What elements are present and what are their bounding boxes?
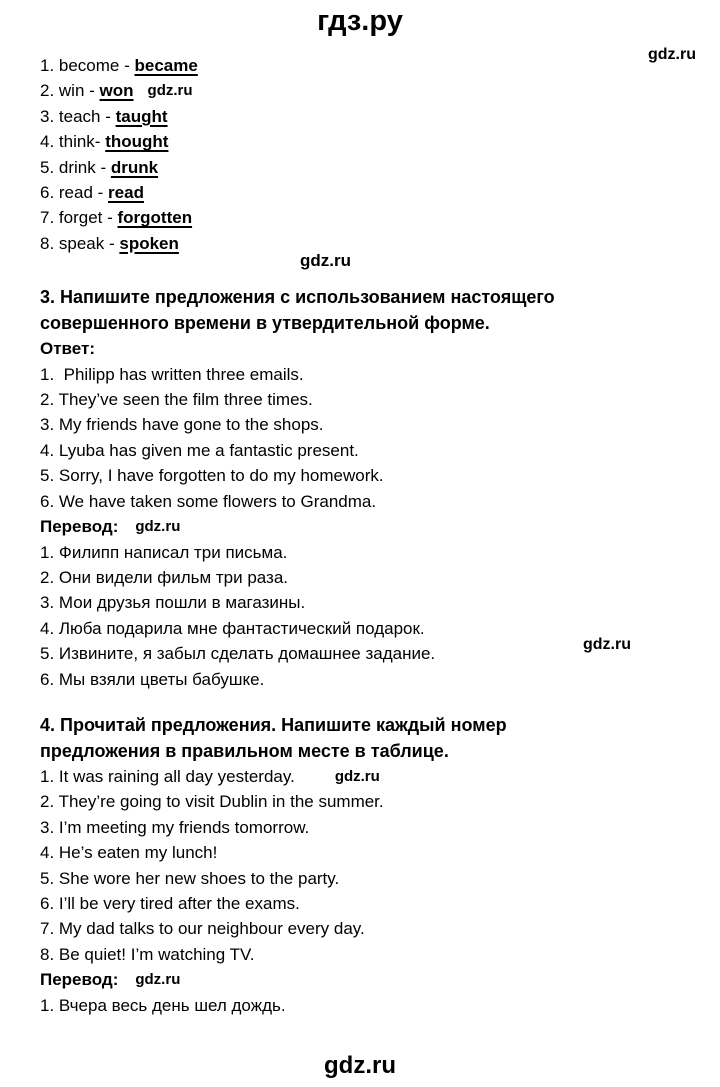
- exercise-4-english-sentences: [40, 764, 680, 967]
- gdz-watermark-inline: gdz.ru: [135, 518, 181, 536]
- verb-base: 3. teach -: [40, 106, 116, 126]
- verb-past-form: forgotten: [117, 208, 193, 228]
- sentence-en: 1. Philipp has written three emails.: [40, 364, 304, 384]
- sentence-en: 8. Be quiet! I’m watching TV.: [40, 944, 255, 964]
- gdz-watermark-right: gdz.ru: [583, 636, 631, 653]
- exercise-4-russian-sentences: [40, 993, 680, 1018]
- gdz-watermark-top-right: gdz.ru: [648, 46, 696, 63]
- gdz-watermark-footer: gdz.ru: [324, 1052, 396, 1079]
- site-title: гдз.ру: [317, 5, 403, 37]
- sentence-en: 6. We have taken some flowers to Grandma.: [40, 491, 377, 511]
- verb-base: 8. speak -: [40, 233, 120, 253]
- exercise-3-heading: [40, 284, 680, 336]
- verb-row: [40, 231, 680, 256]
- gdz-watermark-inline: gdz.ru: [147, 82, 193, 100]
- translation-label-row: [40, 514, 680, 539]
- translation-label-row: [40, 967, 680, 992]
- verb-base: 4. think-: [40, 132, 106, 152]
- sentence-ru: 4. Люба подарила мне фантастический подарок.: [40, 618, 425, 638]
- sentence-ru: 2. Они видели фильм три раза.: [40, 567, 289, 587]
- verb-base: 6. read -: [40, 183, 109, 203]
- sentence-ru: 1. Вчера весь день шел дождь.: [40, 995, 286, 1015]
- document-page: [0, 4, 720, 1087]
- verb-past-form: read: [108, 183, 144, 203]
- verb-row: [40, 155, 680, 180]
- verb-row: [40, 180, 680, 205]
- verb-past-form: thought: [105, 132, 169, 152]
- verb-base: 1. become -: [40, 56, 135, 75]
- sentence-en: 7. My dad talks to our neighbour every day.: [40, 919, 365, 939]
- sentence-en: [40, 764, 680, 789]
- verb-past-form: drunk: [110, 157, 159, 177]
- sentence-ru: 3. Мои друзья пошли в магазины.: [40, 593, 306, 613]
- exercise-4-heading: [40, 712, 680, 764]
- heading-line: совершенного времени в утвердительной форме.: [40, 313, 490, 334]
- exercise-3-english-sentences: [40, 362, 680, 514]
- verb-past-form: became: [134, 56, 198, 75]
- sentence-en: 3. My friends have gone to the shops.: [40, 415, 324, 435]
- sentence-en: 3. I’m meeting my friends tomorrow.: [40, 817, 310, 837]
- sentence-en: 4. He’s eaten my lunch!: [40, 843, 218, 863]
- verb-row: [40, 53, 680, 78]
- gdz-watermark-inline: gdz.ru: [135, 971, 181, 989]
- exercise-3: [40, 284, 680, 692]
- translation-label: Перевод:: [40, 517, 119, 537]
- heading-line: 3. Напишите предложения с использованием настоящего: [40, 287, 555, 308]
- sentence-text: 1. It was raining all day yesterday.: [40, 766, 295, 786]
- sentence-ru: 6. Мы взяли цветы бабушке.: [40, 669, 265, 689]
- sentence-en: 5. She wore her new shoes to the party.: [40, 868, 340, 888]
- verb-row: [40, 78, 680, 103]
- gdz-watermark-center: gdz.ru: [300, 251, 351, 270]
- sentence-en: 4. Lyuba has given me a fantastic present.: [40, 440, 359, 460]
- sentence-ru: 5. Извините, я забыл сделать домашнее задание.: [40, 644, 436, 664]
- exercise-4: [40, 712, 680, 1018]
- sentence-ru: 1. Филипп написал три письма.: [40, 542, 288, 562]
- sentence-en: 2. They’ve seen the film three times.: [40, 390, 313, 410]
- sentence-en: 2. They’re going to visit Dublin in the summer.: [40, 792, 384, 812]
- verb-base: 7. forget -: [40, 208, 118, 228]
- heading-line: 4. Прочитай предложения. Напишите каждый номер: [40, 714, 507, 735]
- sentence-en: 5. Sorry, I have forgotten to do my homework.: [40, 466, 384, 486]
- irregular-verbs-list: [40, 53, 680, 256]
- verb-base: 5. drink -: [40, 157, 111, 177]
- verb-base: 2. win -: [40, 81, 100, 101]
- verb-row: [40, 205, 680, 230]
- verb-past-form: won: [99, 81, 134, 101]
- verb-row: [40, 104, 680, 129]
- translation-label: Перевод:: [40, 970, 119, 990]
- verb-row: [40, 129, 680, 154]
- sentence-en: 6. I’ll be very tired after the exams.: [40, 893, 300, 913]
- gdz-watermark-inline: gdz.ru: [334, 767, 380, 785]
- verb-past-form: spoken: [119, 233, 179, 253]
- exercise-3-russian-sentences: [40, 540, 680, 692]
- verb-past-form: taught: [115, 106, 168, 126]
- heading-line: предложения в правильном месте в таблице.: [40, 740, 449, 761]
- answer-label: Ответ:: [40, 339, 95, 359]
